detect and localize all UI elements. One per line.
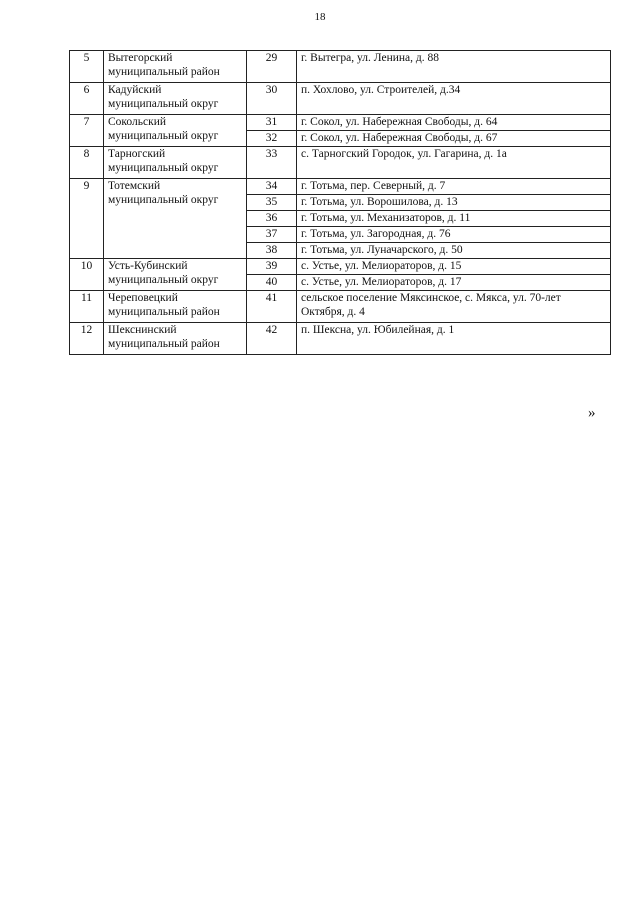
entry-address: г. Тотьма, ул. Луначарского, д. 50 — [297, 243, 611, 259]
entry-address: г. Тотьма, ул. Загородная, д. 76 — [297, 227, 611, 243]
entry-number: 33 — [247, 147, 297, 179]
entry-number: 32 — [247, 131, 297, 147]
district-name: Тарногский муниципальный округ — [104, 147, 247, 179]
table-row — [70, 179, 611, 195]
entry-number: 42 — [247, 323, 297, 355]
row-number: 7 — [70, 115, 104, 147]
row-number: 8 — [70, 147, 104, 179]
entry-number: 30 — [247, 83, 297, 115]
entry-address: г. Тотьма, ул. Механизаторов, д. 11 — [297, 211, 611, 227]
row-number: 6 — [70, 83, 104, 115]
table-row — [70, 259, 611, 275]
entry-address: с. Устье, ул. Мелиораторов, д. 17 — [297, 275, 611, 291]
entry-address: п. Хохлово, ул. Строителей, д.34 — [297, 83, 611, 115]
district-name: Тотемский муниципальный округ — [104, 179, 247, 259]
table-row — [70, 115, 611, 131]
row-number: 10 — [70, 259, 104, 291]
entry-address: с. Тарногский Городок, ул. Гагарина, д. 1а — [297, 147, 611, 179]
entry-address: п. Шексна, ул. Юбилейная, д. 1 — [297, 323, 611, 355]
row-number: 9 — [70, 179, 104, 259]
entry-number: 39 — [247, 259, 297, 275]
district-name: Кадуйский муниципальный округ — [104, 83, 247, 115]
entry-number: 31 — [247, 115, 297, 131]
page-number: 18 — [314, 11, 326, 23]
table-row — [70, 323, 611, 355]
row-number: 11 — [70, 291, 104, 323]
table-row — [70, 51, 611, 83]
entry-number: 35 — [247, 195, 297, 211]
row-number: 5 — [70, 51, 104, 83]
district-name: Шекснинский муниципальный район — [104, 323, 247, 355]
entry-number: 29 — [247, 51, 297, 83]
district-name: Сокольский муниципальный округ — [104, 115, 247, 147]
entry-number: 37 — [247, 227, 297, 243]
entry-number: 40 — [247, 275, 297, 291]
table-row — [70, 147, 611, 179]
entry-number: 36 — [247, 211, 297, 227]
entry-address: г. Сокол, ул. Набережная Свободы, д. 64 — [297, 115, 611, 131]
district-name: Усть-Кубинский муниципальный округ — [104, 259, 247, 291]
entry-address: г. Сокол, ул. Набережная Свободы, д. 67 — [297, 131, 611, 147]
district-name: Череповецкий муниципальный район — [104, 291, 247, 323]
entry-address: с. Устье, ул. Мелиораторов, д. 15 — [297, 259, 611, 275]
entry-number: 34 — [247, 179, 297, 195]
entry-address: г. Тотьма, ул. Ворошилова, д. 13 — [297, 195, 611, 211]
entry-address: сельское поселение Мяксинское, с. Мякса, ул. 70-лет Октября, д. 4 — [297, 291, 611, 323]
row-number: 12 — [70, 323, 104, 355]
district-name: Вытегорский муниципальный район — [104, 51, 247, 83]
entry-number: 38 — [247, 243, 297, 259]
polling-stations-table — [69, 50, 611, 355]
table-row — [70, 83, 611, 115]
table-row — [70, 291, 611, 323]
entry-number: 41 — [247, 291, 297, 323]
entry-address: г. Тотьма, пер. Северный, д. 7 — [297, 179, 611, 195]
entry-address: г. Вытегра, ул. Ленина, д. 88 — [297, 51, 611, 83]
closing-quote: » — [588, 405, 596, 421]
